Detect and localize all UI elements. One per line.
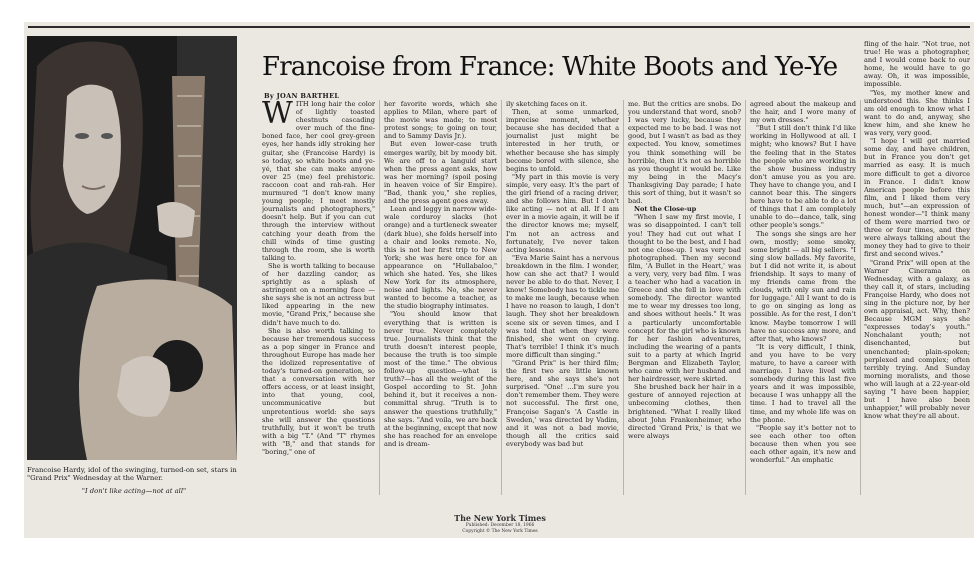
paragraph: Then, at some unmarked, imprecise moment, whether because she has decided that a journalist just might be interested in her truth, or whether because she has simply become bored with silence, she begins to unfold.	[506, 108, 619, 173]
paragraph: "It is very difficult, I think, and you have to be very mature, to have a career with marriage. I have lived with somebody during this last five years and it was impossible, because I was unhappy all the time. I had to travel all the time, and my whole life was on the phone.	[750, 342, 856, 424]
paragraph: The songs she sings are her own, mostly; some smoky, some bright — all big sellers. "I sing slow ballads. My favorite, but I did not write it, is about friendship. It says to many of my friends came from the clouds, with only sun and rain for luggage.' All I want to do is to go on singing as long as possible. As for the rest, I don't know. Maybe tomorrow I will have no success any more, and after that, who knows?	[750, 229, 856, 343]
article-headline: Francoise from France: White Boots and Ye-Ye	[262, 52, 838, 82]
paragraph: her favorite words, which she applies to Milan, where part of the movie was made; to most protest songs; to going on tour, and to Sammy Davis Jr.).	[384, 100, 497, 141]
paragraph: She is also worth talking to because her tremendous success as a pop singer in France and throughout Europe has made her the idolized representative of today's turned-on generation, so that a conversation with her offers access, or at least insight, into that young, cool, uncommunicative but unpretentious world: she says she will answer the questions truthfully, but it won't be truth with a big "T." (And "T" rhymes with "B," and that stands for "boring," one of	[262, 326, 375, 457]
byline: By JOAN BARTHEL	[264, 92, 340, 100]
paragraph: "Yes, my mother knew and understood this. She thinks I am old enough to know what I want to do and, anyway, she knew him, and she knew he was very, very good.	[864, 88, 970, 138]
paragraph: "You should know that everything that is written is never true. Never completely true. Journalists think that the truth doesn't interest people, because the truth is too simple most of the time." The obvious follow-up question—what is truth?—has all the weight of the Gospel according to St. John behind it, but it receives a non-committal shrug. "Truth is to answer the questions truthfully," she says. "And voila, we are back at the beginning, except that now she has reached for an envelope and is dream-	[384, 310, 497, 448]
article-column-5	[750, 100, 856, 495]
published-date: Published: December 18, 1966	[465, 523, 535, 528]
paragraph: "But I still don't think I'd like working in Hollywood at all. I might; who knows? But I have the feeling that in the States the people who are working in the show business industry don't amuse you as you are. They have to change you, and I cannot bear this. The singers here have to be able to do a lot of things that I am completely unable to do—dance, talk, sing other people's songs."	[750, 124, 856, 230]
article-column-3	[506, 100, 619, 495]
subhead: Not the Close-up	[634, 205, 697, 214]
paragraph: "People say it's better not to see each other too often because then when you see each other again, it's new and wonderful." An emphatic	[750, 423, 856, 465]
paragraph: "Grand Prix" is her third film; the first two are little known here, and she says she's not surprised. "One! ...I'm sure you don't remember them. They were not successful. The first one, Françoise Sagan's 'A Castle in Sweden,' was directed by Vadim, and it was not a bad movie, though all the critics said everybody was bad but	[506, 359, 619, 448]
paragraph: WITH long hair the color of lightly toasted chestnuts cascading over much of the fine-boned face, her cool grey-green eyes, her hands idly stroking her guitar, she (Francoise Hardy) is so today, so white boots and ye-yé, that she can make anyone over 25 (me) feel prehistoric. raccoon coat and rah-rah. Her murmured "I don't know many young people; I meet mostly journalists and photographers," doesn't help. But if you can cut through the interview without catching your death from the chill winds of time gusting through the room, she is worth talking to.	[262, 100, 375, 262]
column-rule	[745, 100, 746, 495]
paragraph: But even lower-case truth emerges warily, bit by moody bit. We are off to a languid start when the press agent asks, how was her morning? (spoil posing in heaven voice of Sir Empire). "Bad, thank you," she replies, and the press agent goes away.	[384, 140, 497, 206]
paragraph: "Grand Prix" will open at the Warner Cinerama on Wednesday, with a galaxy, as they call it, of stars, including Françoise Hardy, who does not sing in the picture nor, by her own appraisal, act. Why, then? Because MGM says she "expresses today's youth." Nonchalant youth; not disenchanted, but unenchanted; plain-spoken; perplexed and complex; often terribly trying. And Sunday morning moralists, and those who will laugh at a 22-year-old saying "I have been happier, but I have also been unhappier," will probably never know what they're all about.	[864, 258, 970, 421]
photo-francoise-hardy	[27, 36, 237, 460]
drop-cap: W	[262, 100, 293, 131]
column-rule	[860, 100, 861, 495]
paragraph: fling of the hair. "Not true, not true! He was a photographer, and I would come back to our home, he would have to go away. Oh, it was impossible, impossible.	[864, 40, 970, 89]
nyt-masthead	[420, 513, 580, 534]
paragraph: agreed about the makeup and the hair, and I wore many of my own dresses."	[750, 100, 856, 125]
paragraph: "Eva Marie Saint has a nervous breakdown in the film. I wonder, how can she act that? I would never be able to do that. Never, I know! Somebody has to tickle me to make me laugh, because when I have no reason to laugh, I don't laugh. They shot her breakdown scene six or seven times, and I was told that when they were finished, she went on crying. That's terrible! I think it's much more difficult than singing."	[506, 253, 619, 359]
paragraph: Lean and leggy in narrow wide-wale corduroy slacks (hot orange) and a turtleneck sweater (dark blue), she folds herself into a chair and looks remote. No, this is not her first trip to New York; she was here once for an appearance on "Hullabaloo," which she hated. Yes, she likes New York for its atmosphere, noise and lights. No, she never wanted to become a teacher, as the studio biography intimates.	[384, 205, 497, 311]
column-rule	[379, 100, 380, 495]
copyright: Copyright © The New York Times	[462, 528, 538, 534]
paragraph: She brushed back her hair in a gesture of annoyed rejection at unbecoming clothes, then brightened. "What I really liked about John Frankenheimer, who directed 'Grand Prix,' is that we were always	[628, 383, 741, 440]
masthead-logo: The New York Times	[454, 513, 546, 523]
photo-illustration	[27, 36, 237, 460]
paragraph: "When I saw my first movie, I was so disappointed. I can't tell you! They had cut out what I thought to be the best, and I had not one close-up. I was very bad photographed. Then my second film, 'A Bullet in the Heart,' was a very, very, very bad film. I was a teacher who had a vacation in Greece and she fell in love with somebody. The director wanted me to wear my dresses too long, and shoes without heels." It was a particularly uncomfortable concept for the girl who is known for her fashion adventures, including the wearing of a pants suit to a party at which Ingrid Bergman and Elizabeth Taylor, who came with her husband and her hairdresser, were skirted.	[628, 213, 741, 384]
article-column-6	[864, 40, 970, 495]
column-rule	[501, 100, 502, 495]
paragraph: She is worth talking to because of her dazzling candor, as sprightly as a splash of astringent on a morning face — she says she is not an actress but liked appearing in the new movie, "Grand Prix," because she didn't have much to do.	[262, 261, 375, 327]
paragraph: "I hope I will get married some day, and have children, but in France you don't get married as easy. It is much more difficult to get a divorce in France. I didn't know American people before this film, and I liked them very much, but"—an expression of honest wonder—"I think many of them were married two or three or four times, and they were always talking about the money they had to give to their first and second wives."	[864, 137, 970, 259]
paragraph: "My part in this movie is very simple, very easy. It's the part of the girl friend of a racing driver, and she follows him. But I don't like acting — not at all. If I am ever in a movie again, it will be if the director knows me; myself, I'm not an actress and fortunately, I've never taken acting lessons.	[506, 172, 619, 254]
article-column-4	[628, 100, 741, 495]
article-column-1	[262, 100, 375, 495]
caption-text: Francoise Hardy, idol of the swinging, turned-on set, stars in "Grand Prix" Wednesday at the Warner.	[27, 466, 237, 483]
column-rule	[623, 100, 624, 495]
caption-quote: "I don't like acting—not at all"	[81, 486, 187, 495]
paragraph: ily sketching faces on it.	[506, 100, 588, 108]
top-rule	[28, 26, 970, 28]
article-column-2	[384, 100, 497, 495]
photo-caption	[27, 466, 241, 495]
paragraph: me. But the critics are snobs. Do you understand that word, snob? I was very lucky, because they expected me to be bad. I was not good, but I wasn't as bad as they expected. You know, sometimes you think something will be horrible, then it's not as horrible as you thought it would be. Like my being in the Macy's Thanksgiving Day parade; I hate this sort of thing, but it wasn't so bad.	[628, 100, 741, 206]
